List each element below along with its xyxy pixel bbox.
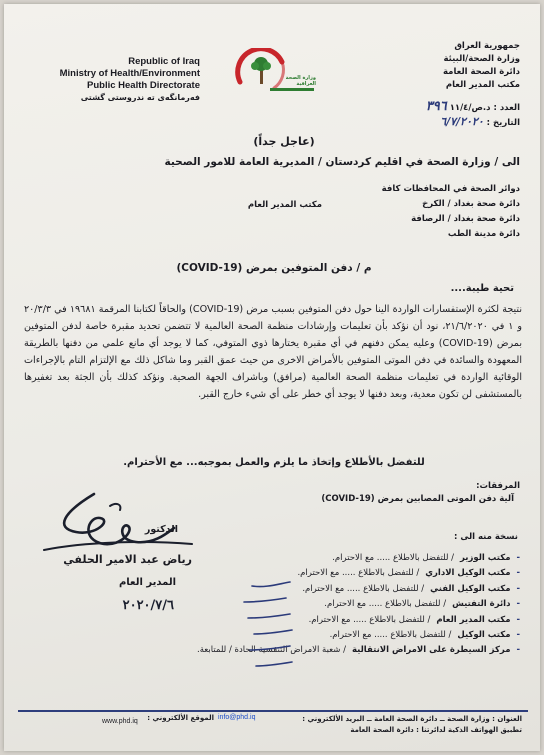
copy-note: / للتفضل بالاطلاع ..... مع الاحترام.: [324, 599, 447, 610]
signatory-title: الدكتور: [144, 524, 178, 535]
attachment-item: آلية دفن الموتى المصابين بمرض (COVID-19): [321, 494, 514, 504]
copy-recipient: مكتب الوكيل الفني: [430, 583, 511, 594]
signatory-name: رياض عبد الامير الحلفي: [63, 553, 192, 566]
copy-note: / للتفضل بالاطلاع ..... مع الاحترام.: [297, 568, 420, 579]
copy-recipient: مكتب الوكيل: [457, 630, 511, 641]
greeting: تحية طيبة....: [450, 283, 514, 294]
bullet-icon: -: [516, 553, 520, 563]
addressee-line: الى / وزارة الصحة في اقليم كردستان / المديرية العامة للامور الصحية: [164, 156, 520, 168]
copy-recipient: مكتب الوزير: [460, 553, 511, 563]
copy-list: [197, 551, 520, 659]
header-line: Ministry of Health/Environment: [59, 68, 200, 79]
copy-note: / للتفضل بالاطلاع ..... مع الاحترام.: [329, 630, 452, 641]
english-header: [40, 56, 200, 104]
handwritten-signature: [24, 482, 204, 560]
signatory-role: المدير العام: [118, 577, 176, 588]
bullet-icon: -: [516, 599, 520, 610]
date-label: التاريخ :: [486, 118, 520, 128]
signature-date: ٢٠٢٠/٧/٦: [122, 598, 174, 613]
distribution-item: دائرة صحة بغداد / الكرخ: [422, 199, 520, 209]
header-line: Public Health Directorate: [87, 80, 200, 91]
copy-item: [230, 551, 520, 566]
copy-item: [230, 566, 520, 581]
copy-item: [197, 643, 520, 658]
header-line: دائرة الصحة العامة: [443, 67, 520, 77]
urgent-label: (عاجل جداً): [253, 135, 315, 148]
bullet-icon: -: [516, 614, 520, 625]
copy-recipient: دائرة التفتيش: [452, 599, 511, 610]
bullet-icon: -: [516, 630, 520, 641]
subject-line: م / دفن المتوفين بمرض (COVID-19): [176, 262, 372, 274]
letter-page: [4, 4, 540, 751]
copy-recipient: مركز السيطرة على الامراض الانتقالية: [351, 645, 511, 656]
copy-item: [230, 597, 520, 612]
letter-footer: [18, 710, 528, 744]
reference-date: [370, 115, 520, 130]
footer-divider: [18, 710, 528, 712]
header-line: Republic of Iraq: [128, 56, 200, 67]
footer-email[interactable]: info@phd.iq: [218, 714, 256, 721]
arabic-header: [370, 40, 520, 92]
footer-web-label: الموقع الألكتروني :: [147, 714, 214, 722]
copy-recipient: مكتب المدير العام: [436, 614, 511, 625]
footer-website[interactable]: www.phd.iq: [102, 718, 138, 725]
footer-app: تطبيق الهواتف الذكية لدائرتنا : دائرة الصحة العامة: [350, 726, 522, 734]
distribution-item: دائرة صحة بغداد / الرصافة: [411, 214, 520, 224]
bullet-icon: -: [516, 568, 520, 579]
distribution-list: [320, 182, 520, 242]
copy-note: / للتفضل بالاطلاع ..... مع الاحترام.: [302, 583, 425, 594]
header-line-kurdish: فەرمانگەی تە ندروستی گشتی: [80, 93, 200, 102]
reference-number: [370, 100, 520, 115]
bullet-icon: -: [516, 645, 520, 656]
copy-to-label: نسخة منه الى :: [454, 532, 518, 542]
distribution-item: دوائر الصحة في المحافظات كافة: [381, 184, 520, 194]
ministry-logo: [230, 48, 316, 104]
copy-item: [230, 613, 520, 628]
header-line: وزارة الصحة/البيئة: [443, 54, 520, 64]
copy-note: / للتفضل بالاطلاع ..... مع الاحترام.: [332, 553, 455, 563]
copy-item: [230, 582, 520, 597]
bullet-icon: -: [516, 583, 520, 594]
distribution-item: دائرة مدينة الطب: [447, 229, 520, 239]
date-handwritten: ٦/٧/٢٠٢٠: [440, 115, 484, 128]
header-line: مكتب المدير العام: [445, 80, 520, 90]
copy-note: / شعبة الامراض التنفسية الحادة / للمتابعة.: [197, 645, 346, 656]
copy-recipient: مكتب الوكيل الاداري: [425, 568, 511, 579]
gm-office-label: مكتب المدير العام: [247, 200, 322, 210]
closing-line: للتفضل بالأطلاع وإتخاذ ما يلزم والعمل بموجبه... مع الأحترام.: [123, 457, 425, 468]
reference-block: [370, 100, 520, 130]
letter-body: نتيجة لكثرة الإستفسارات الواردة الينا حول دفن المتوفين بسبب مرض (COVID-19) والحاقاً لكتابنا المرقمة ١٩٦٨١ في ٢٠/٣/٣ و ١ في ٢١/٦/٢٠٢٠، نود أن نؤكد بأن تعليمات وإرشادات منظمة الصحة العالمية لا تتضمن تحديد مقبرة خاصة لدفن المتوفين بمرض (COVID-19) وعليه يمكن دفنهم في أي مقبرة يختارها ذوي المتوفي، كما لا يوجد أي مانع علمي من دفنها بالطريقة المعهودة والسائدة في دفن الموتى المتوفين بالأمراض الاخرى من حيث عمق القبر وما شاكل ذلك مع الإلتزام التام بالإجراءات الوقائية الواردة في تعليمات منظمة الصحة العالمية (مرافق) وباشراف الجهة الصحية. ونؤكد كذلك بأن الجثة بعد تغفيرها بالمستشفى لن تكون معدية، وبعد دفنها لا يوجد أي خطر على أي شيء خارج القبر.: [24, 304, 523, 400]
copy-note: / للتفضل بالاطلاع ..... مع الاحترام.: [308, 614, 431, 625]
attachments-label: المرفقات:: [476, 481, 520, 491]
footer-address: العنوان : وزارة الصحة ــ دائرة الصحة العامة ــ البريد الألكتروني :: [302, 715, 522, 723]
number-label: العدد : د.ص/١١/٤: [449, 103, 520, 113]
number-handwritten: ٣٩٦: [425, 99, 447, 114]
logo-caption: وزارة الصحة العراقية: [285, 75, 316, 87]
copy-item: [230, 628, 520, 643]
header-line: جمهورية العراق: [454, 41, 520, 51]
